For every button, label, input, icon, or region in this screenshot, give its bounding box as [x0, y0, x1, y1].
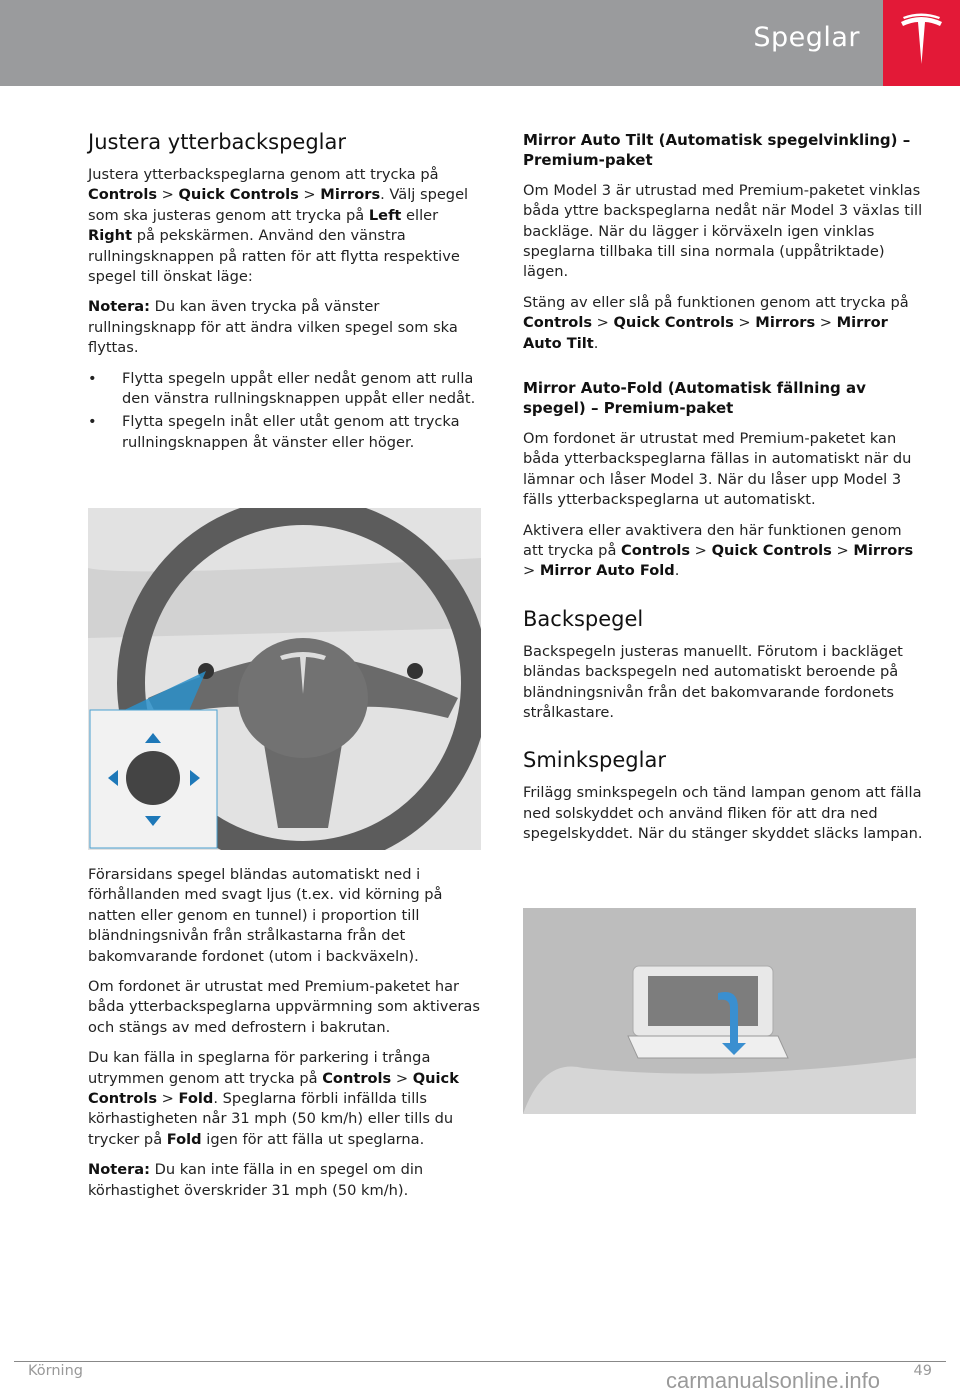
heading-vanity-mirrors: Sminkspeglar: [523, 748, 666, 773]
heading-rearview-mirror: Backspegel: [523, 606, 644, 631]
text-run: Du kan inte fälla in en spegel om din körhastighet överskrider 31 mph (50 km/h).: [88, 1161, 424, 1199]
text-run: .: [674, 562, 680, 580]
text-run: Om fordonet är utrustat med Premium-paketet har båda ytterbackspeglarna uppvärmning som aktiveras och stängs av med defrostern i bakrutan.: [88, 978, 480, 1036]
text-run: Förarsidans spegel bländas automatiskt ned i förhållanden med svagt ljus (t.ex. vid körning på natten eller genom en tunnel) i proportion till bländningsnivån från strålkastarna från det bakomvarande fordonet (utom i backväxeln).: [88, 866, 443, 965]
header-title: Speglar: [753, 22, 860, 53]
text-run: igen för att fälla ut speglarna.: [201, 1130, 425, 1148]
bullet-list: [88, 369, 484, 454]
ui-path-term: Controls: [523, 314, 593, 332]
ui-path-term: Mirrors: [853, 541, 914, 559]
text-run: Du kan även trycka på vänster rullningsknapp för att ändra vilken spegel som ska flyttas.: [88, 298, 458, 357]
text-run: på pekskärmen. Använd den vänstra rullningsknappen på ratten för att flytta respektive spegel till önskat läge:: [88, 227, 460, 286]
ui-path-term: Quick Controls: [711, 541, 832, 559]
tesla-logo-icon: [883, 0, 960, 86]
text-run: Om fordonet är utrustat med Premium-paketet kan båda ytterbackspeglarna fällas in automatiskt när du lämnar och låser Model 3. När du låser upp Model 3 fälls ytterbackspeglarna ut automatiskt.: [523, 429, 912, 509]
text-run: >: [733, 314, 756, 332]
text-run: eller: [401, 206, 439, 224]
ui-path-term: Quick Controls: [178, 186, 299, 204]
footer-section: Körning: [28, 1363, 83, 1379]
ui-path-term: Notera:: [88, 298, 150, 316]
paragraph: [523, 521, 923, 582]
section-title-exterior-mirrors: Justera ytterbackspeglar: [88, 130, 346, 154]
footer-divider: [14, 1361, 946, 1362]
text-run: . Speglarna förbli infällda tills körhastigheten når 31 mph (50 km/h) eller tills du trycker på: [88, 1090, 454, 1148]
paragraph: [523, 181, 923, 283]
text-run: Backspegeln justeras manuellt. Förutom i backläget bländas backspegeln ned automatiskt beroende på bländningsnivån från det bakomvarande fordonets strålkastare.: [523, 642, 903, 721]
text-run: Frilägg sminkspegeln och tänd lampan genom att fälla ned solskyddet och använd fliken för att dra ned spegelskyddet. När du stänger skyddet släcks lampan.: [523, 784, 923, 843]
text-run: Justera ytterbackspeglarna genom att trycka på: [88, 166, 439, 183]
page-number: 49: [913, 1363, 932, 1379]
note: [88, 297, 484, 358]
note: [88, 1160, 484, 1201]
text-run: Du kan fälla in speglarna för parkering i trånga utrymmen genom att trycka på: [88, 1049, 431, 1087]
ui-path-term: Mirrors: [320, 186, 381, 204]
paragraph: [523, 429, 923, 511]
text-run: . Välj spegel som ska justeras genom att trycka på: [88, 186, 469, 224]
ui-path-term: Fold: [178, 1090, 214, 1108]
ui-path-term: Notera:: [88, 1161, 150, 1179]
paragraph: [523, 783, 923, 844]
text-run: >: [391, 1069, 413, 1087]
paragraph: [88, 977, 484, 1038]
text-run: >: [592, 314, 614, 332]
steering-wheel-illustration: [88, 508, 481, 850]
ui-path-term: Mirror Auto Fold: [539, 562, 675, 580]
right-column: [523, 130, 923, 855]
paragraph: [88, 1048, 484, 1150]
paragraph: [523, 293, 923, 354]
watermark: carmanualsonline.info: [665, 1368, 880, 1393]
text-run: >: [831, 541, 854, 559]
text-run: .: [593, 334, 599, 352]
heading-mirror-auto-fold: Mirror Auto-Fold (Automatisk fällning av spegel) – Premium-paket: [523, 379, 866, 418]
text-run: Stäng av eller slå på funktionen genom att trycka på: [523, 293, 909, 311]
heading-mirror-auto-tilt: Mirror Auto Tilt (Automatisk spegelvinkling) – Premium-paket: [523, 131, 911, 170]
paragraph: [88, 865, 484, 967]
ui-path-term: Quick Controls: [88, 1069, 459, 1108]
ui-path-term: Mirrors: [755, 314, 816, 332]
text-run: >: [157, 186, 179, 204]
ui-path-term: Left: [368, 206, 402, 224]
ui-path-term: Mirror Auto Tilt: [523, 314, 888, 352]
ui-path-term: Quick Controls: [613, 314, 734, 332]
bullet-item: • Flytta spegeln uppåt eller nedåt genom att rulla den vänstra rullningsknappen uppåt eller nedåt.: [88, 369, 484, 410]
text-run: Aktivera eller avaktivera den här funktionen genom att trycka på: [523, 521, 902, 559]
bullet-item: • Flytta spegeln inåt eller utåt genom att trycka rullningsknappen åt vänster eller höger.: [88, 412, 484, 453]
ui-path-term: Controls: [88, 186, 158, 204]
text-run: >: [815, 314, 837, 332]
paragraph: [88, 165, 484, 287]
text-run: >: [298, 186, 321, 204]
page-header: [0, 0, 960, 86]
ui-path-term: Controls: [621, 541, 691, 559]
ui-path-term: Right: [88, 227, 133, 245]
vanity-mirror-illustration: [523, 908, 916, 1114]
paragraph: [523, 642, 923, 724]
text-run: Om Model 3 är utrustad med Premium-paketet vinklas båda yttre backspeglarna nedåt när Model 3 växlas till backläge. När du lägger i körväxeln igen vinklas speglarna tillbaka till sina normala (uppåtriktade) lägen.: [523, 181, 923, 281]
ui-path-term: Controls: [322, 1069, 392, 1087]
text-run: >: [523, 562, 540, 580]
text-run: >: [690, 541, 712, 559]
ui-path-term: Fold: [166, 1130, 202, 1148]
left-column: [88, 129, 484, 456]
text-run: >: [157, 1090, 179, 1108]
left-column-lower: [88, 865, 484, 1211]
